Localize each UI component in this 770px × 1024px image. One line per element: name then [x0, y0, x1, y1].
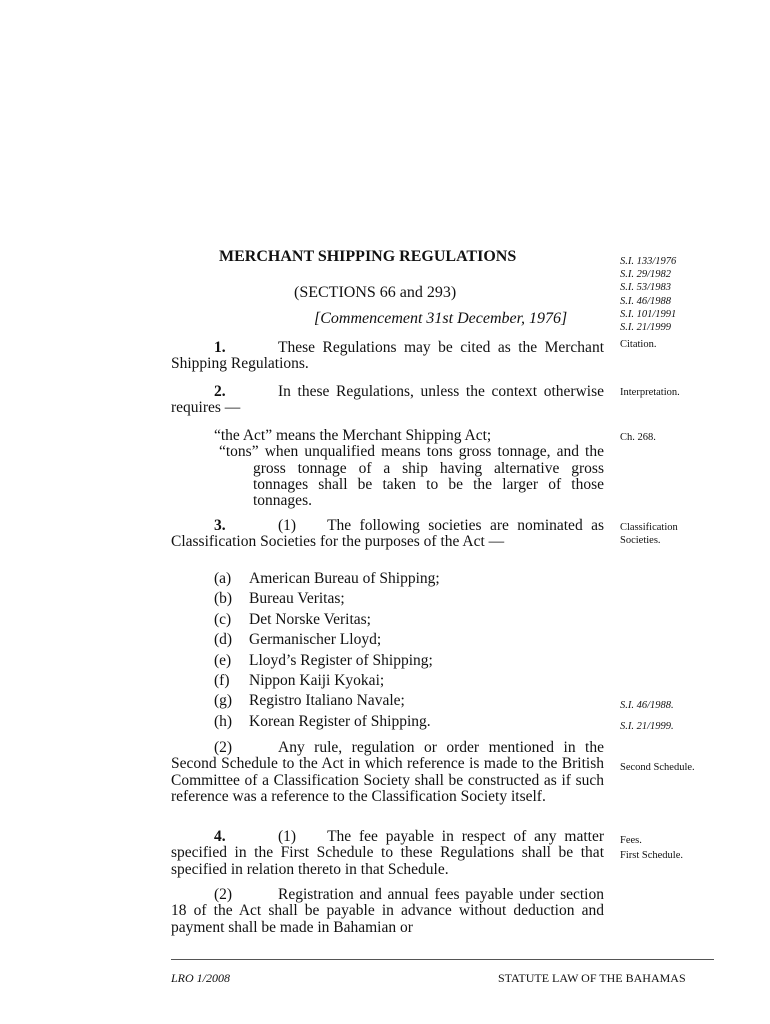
regulation-text: In these Regulations, unless the context otherwise requires — [171, 383, 604, 417]
regulation-1 [171, 340, 604, 373]
regulation-number: 2. [214, 383, 226, 400]
list-item [214, 671, 647, 691]
list-item [214, 610, 647, 630]
si-item: S.I. 133/1976 [620, 256, 677, 267]
margin-first-schedule: First Schedule. [620, 850, 683, 861]
definition-act: “the Act” means the Merchant Shipping Act; [214, 427, 492, 444]
list-item-label: (e) [214, 651, 232, 669]
regulation-4 [171, 829, 604, 878]
si-item: S.I. 101/1991 [620, 308, 677, 320]
list-item-text: American Bureau of Shipping; [249, 570, 440, 587]
subregulation-text: Registration and annual fees payable under section 18 of the Act shall be payable in advance without deduction and payment shall be made in Bahamian or [171, 886, 604, 936]
regulation-text: These Regulations may be cited as the Merchant Shipping Regulations. [171, 339, 604, 373]
margin-chapter: Ch. 268. [620, 432, 656, 443]
footer-revision: LRO 1/2008 [171, 971, 231, 985]
subregulation-label: (2) [214, 886, 233, 903]
list-item-text: Germanischer Lloyd; [249, 631, 382, 649]
margin-si-g: S.I. 46/1988. [620, 700, 674, 711]
definitions [171, 428, 604, 509]
list-item-label: (c) [214, 610, 232, 628]
margin-citation: Citation. [620, 339, 657, 350]
list-item [214, 569, 647, 589]
list-item-label: (a) [214, 570, 232, 587]
footer-publication: STATUTE LAW OF THE BAHAMAS [498, 971, 686, 985]
si-list [620, 255, 740, 334]
regulation-text: (1) The following societies are nominated as Classification Societies for the purposes of the Act — [171, 517, 604, 551]
si-item: S.I. 46/1988 [620, 295, 672, 307]
societies-list [171, 569, 647, 732]
margin-interpretation: Interpretation. [620, 387, 680, 398]
list-item-text: Det Norske Veritas; [249, 610, 371, 628]
si-item: S.I. 29/1982 [620, 269, 672, 281]
document-title: MERCHANT SHIPPING REGULATIONS [219, 248, 517, 265]
regulation-3 [171, 518, 604, 551]
regulation-number: 1. [214, 339, 226, 356]
list-item [214, 651, 647, 671]
list-item-text: Bureau Veritas; [249, 590, 345, 608]
margin-si-h: S.I. 21/1999. [620, 721, 674, 732]
commencement-date: [Commencement 31st December, 1976] [314, 310, 568, 327]
regulation-number: 3. [214, 517, 226, 534]
margin-fees: Fees. [620, 835, 642, 846]
regulation-text: (1) The fee payable in respect of any matter specified in the First Schedule to these Regulations shall be that specified in relation thereto in that Schedule. [171, 828, 604, 878]
margin-second-schedule: Second Schedule. [620, 762, 695, 773]
si-item: S.I. 53/1983 [620, 282, 672, 294]
list-item [214, 589, 647, 609]
regulation-4-2 [171, 887, 604, 936]
subregulation-text: Any rule, regulation or order mentioned in the Second Schedule to the Act in which reference is made to the British Committee of a Classification Society shall be constructed as if such reference was a reference to the Classification Society itself. [171, 739, 604, 805]
list-item-text: Registro Italiano Navale; [249, 692, 405, 710]
list-item-text: Korean Register of Shipping. [249, 712, 431, 730]
list-item [214, 630, 647, 650]
footer-divider [171, 959, 714, 960]
list-item-label: (f) [214, 672, 230, 690]
margin-classification-line1: Classification [620, 522, 678, 533]
definition-tons: “tons” when unqualified means tons gross tonnage, and the gross tonnage of a ship having alternative gross tonnages shall be taken to be the larger of those tonnages. [219, 443, 604, 510]
si-item: S.I. 21/1999 [620, 322, 672, 334]
list-item-text: Lloyd’s Register of Shipping; [249, 651, 433, 669]
list-item [214, 691, 647, 711]
list-item-label: (g) [214, 692, 233, 710]
list-item-text: Nippon Kaiji Kyokai; [249, 672, 385, 690]
margin-classification [620, 521, 740, 547]
subregulation-label: (2) [214, 739, 233, 756]
margin-classification-line2: Societies. [620, 535, 661, 547]
regulation-number: 4. [214, 828, 226, 845]
regulation-2 [171, 384, 604, 417]
list-item-label: (b) [214, 590, 233, 608]
regulation-3-2 [171, 740, 604, 805]
list-item-label: (h) [214, 712, 233, 730]
list-item [214, 712, 647, 732]
list-item-label: (d) [214, 631, 233, 649]
sections-reference: (SECTIONS 66 and 293) [294, 284, 457, 301]
